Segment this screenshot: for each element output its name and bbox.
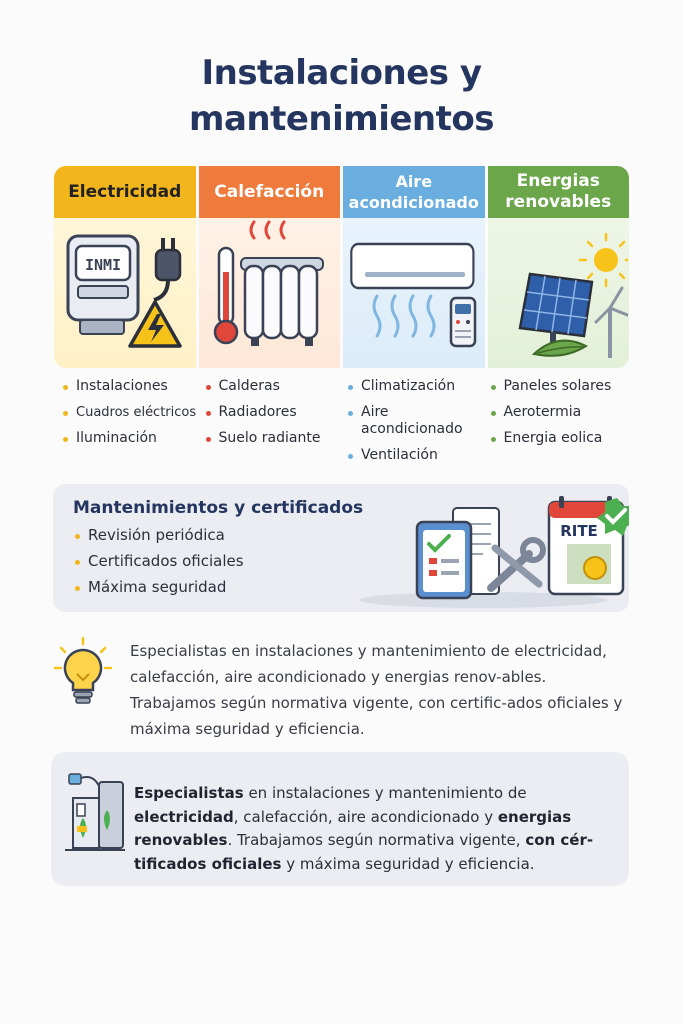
maintenance-card bbox=[53, 484, 629, 612]
thermometer-radiator-icon bbox=[199, 218, 341, 368]
air-conditioner-remote-icon bbox=[343, 218, 485, 368]
bold-text: electricidad bbox=[134, 807, 234, 826]
list-item-line2: acondicionado bbox=[361, 421, 463, 437]
bold-text: energias renovables bbox=[134, 807, 572, 849]
category-cards bbox=[54, 166, 629, 368]
energias-list bbox=[486, 378, 629, 473]
category-energias-title bbox=[488, 166, 630, 218]
page-title bbox=[0, 50, 683, 142]
list-item: Máxima seguridad bbox=[71, 578, 244, 596]
electricidad-list bbox=[58, 378, 201, 473]
category-aire-acondicionado bbox=[343, 166, 485, 368]
category-energias-title-line2: renovables bbox=[505, 192, 612, 212]
aire-list bbox=[343, 378, 486, 473]
category-aire-title bbox=[343, 166, 485, 218]
list-item: Iluminación bbox=[58, 430, 201, 447]
category-aire-title-line2: acondicionado bbox=[348, 193, 479, 212]
list-item bbox=[343, 404, 486, 438]
svg-text:INMI: INMI bbox=[84, 256, 122, 274]
list-item: Suelo radiante bbox=[201, 430, 344, 447]
category-energias-renovables bbox=[488, 166, 630, 368]
plain-text: en instalaciones y mantenimiento de bbox=[243, 784, 527, 802]
category-calefaccion-title: Calefacción bbox=[199, 166, 341, 218]
category-calefaccion bbox=[199, 166, 341, 368]
info-block-2 bbox=[51, 752, 629, 886]
calendar-label: RITE bbox=[560, 522, 598, 540]
page-title-line1: Instalaciones y bbox=[201, 53, 482, 93]
plain-text: y máxima seguridad y eficiencia. bbox=[281, 854, 535, 873]
list-item: Cuadros eléctricos bbox=[58, 404, 201, 421]
list-item: Radiadores bbox=[201, 404, 344, 421]
info-text: Especialistas en instalaciones y mantenimiento de electricidad, calefacción, aire acondicionado y energias renov-ables. Trabajamos según normativa vigente, con certific-ados oficiales y máxima seguridad y eficiencia. bbox=[130, 642, 623, 738]
category-aire-title-line1: Aire bbox=[395, 172, 433, 191]
list-item: Certificados oficiales bbox=[71, 552, 244, 570]
category-electricidad bbox=[54, 166, 196, 368]
category-electricidad-title: Electricidad bbox=[54, 166, 196, 218]
plain-text: , calefacción, aire acondicionado y bbox=[233, 807, 498, 826]
calefaccion-list bbox=[201, 378, 344, 473]
info-text-rich bbox=[134, 782, 612, 876]
installation-panel-icon bbox=[63, 768, 127, 858]
bold-text: Especialistas bbox=[134, 784, 244, 802]
list-item: Calderas bbox=[201, 378, 344, 395]
category-energias-title-line1: Energias bbox=[516, 171, 600, 191]
list-item: Energia eolica bbox=[486, 430, 629, 447]
list-item: Instalaciones bbox=[58, 378, 201, 395]
page-title-line2: mantenimientos bbox=[189, 99, 494, 139]
list-item: Revisión periódica bbox=[71, 526, 244, 544]
category-lists bbox=[58, 378, 628, 473]
list-item: Aerotermia bbox=[486, 404, 629, 421]
list-item: Climatización bbox=[343, 378, 486, 395]
bold-text: con cér-tificados oficiales bbox=[134, 831, 594, 873]
solar-panel-sun-icon bbox=[488, 218, 630, 368]
list-item: Paneles solares bbox=[486, 378, 629, 395]
list-item-line1: Aire bbox=[361, 404, 389, 420]
maintenance-title: Mantenimientos y certificados bbox=[73, 498, 364, 518]
electric-meter-plug-warning-icon bbox=[54, 218, 196, 368]
plain-text: . Trabajamos según normativa vigente, bbox=[227, 831, 526, 849]
maintenance-list bbox=[71, 526, 244, 604]
lightbulb-icon bbox=[53, 636, 113, 708]
checklist-wrench-calendar-certificate-icon bbox=[353, 484, 629, 612]
list-item: Ventilación bbox=[343, 447, 486, 464]
info-block-1 bbox=[53, 634, 629, 738]
